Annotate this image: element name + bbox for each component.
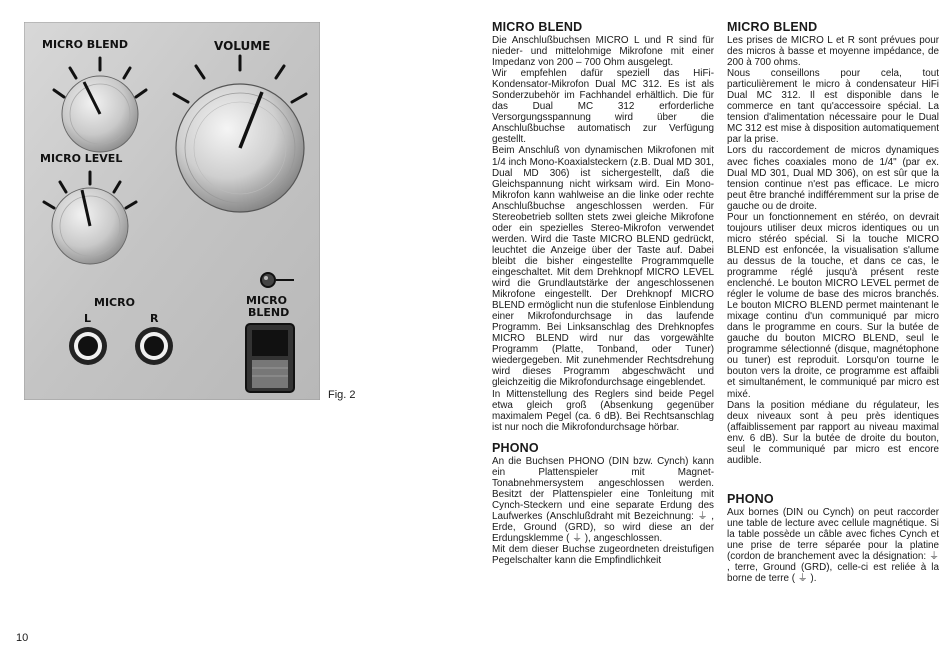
french-micro-heading: MICRO BLEND: [727, 20, 818, 34]
german-micro-paragraph-1: Die Anschlußbuchsen MICRO L und R sind für nieder- und mittelohmige Mikrofone mit einer Impedanz von 200 – 700 Ohm ausgelegt.: [492, 35, 714, 69]
french-column: [727, 20, 939, 584]
german-phono-paragraph-1: An die Buchsen PHONO (DIN bzw. Cynch) kann ein Plattenspieler mit Magnet-Tonabnehmersystem angeschlossen werden. Besitzt der Plattenspieler eine Tonleitung mit Cynch-Steckern und eine separate Erdung des Laufwerkes (Anschlußdraht mit Bezeichnung: ⏚ , Erde, Ground (GRD), so wird diese an der Erdungsklemme ( ⏚ ), angeschlossen.: [492, 455, 714, 545]
german-phono-heading: PHONO: [492, 440, 539, 455]
micro-right-jack[interactable]: [135, 327, 173, 365]
french-micro-paragraph-5: Dans la position médiane du régulateur, les deux niveaux sont à peu près identiques (affaiblissement par rapport au niveau maximal env. 6 dB). Sur la butée de droite du bouton, seul le communiqué par micro est encore audible.: [727, 399, 939, 466]
german-phono-paragraph-2: Mit dem dieser Buchse zugeordneten dreistufigen Pegelschalter kann die Empfindlichkeit: [492, 544, 714, 567]
micro-blend-indicator-icon: [261, 273, 275, 287]
micro-blend-switch[interactable]: [246, 324, 294, 392]
micro-left-label: L: [84, 312, 92, 325]
control-panel-figure: [24, 22, 320, 400]
german-micro-paragraph-2: Wir empfehlen dafür speziell das HiFi-Kondensator-Mikrofon Dual MC 312. Es ist als Sonderzubehör im Fachhandel erhältlich. Die für das Dual MC 312 erforderliche Versorgungsspannung wird über die Anschlußbuchse automatisch zur Verfügung gestellt.: [492, 68, 714, 146]
french-phono-paragraph-1: Aux bornes (DIN ou Cynch) on peut raccorder une table de lecture avec cellule magnétique. Si la table possède un câble avec fiches Cynch et une prise de terre séparée pour la platine (cordon de branchement avec la désignation: ⏚ , terre, Ground (GRD), celle-ci est reliée à la borne de terre ( ⏚ ).: [727, 506, 939, 585]
german-micro-paragraph-3: Beim Anschluß von dynamischen Mikrofonen mit 1/4 inch Mono-Koaxialsteckern (z.B. Dual MD 301, Dual MD 306) ist sichergestellt, daß die Gleichspannung nicht wirksam wird. Ein Mono-Mikrofon kann wahlweise an die linke oder rechte Anschlußbuchse angeschlossen werden. Für Stereobetrieb sollten stets zwei gleiche Mikrofone oder ein spezielles Stereo-Mikrofon verwendet werden. Wird die Taste MICRO BLEND gedrückt, leuchtet die Anzeige über der Taste auf. Dabei bleibt die bisher eingestellte Programmquelle eingeschaltet. Mit dem Drehknopf MICRO LEVEL wird die Grundlautstärke der angeschlossenen Mikrofone eingestellt. Der Drehknopf MICRO BLEND ermöglicht nun die stufenlose Einblendung einer Mikrofondurchsage in das laufende Programm. Bei Linksanschlag des Drehknopfes MICRO BLEND wird nur das vorgewählte Programm (Platte, Tonband, oder Tuner) wiedergegeben. Mit zunehmender Rechtsdrehung wird dieses Programm abgeschwächt und gleichzeitig die Mikrofondurchsage eingeblendet.: [492, 145, 714, 389]
volume-label: VOLUME: [214, 39, 271, 53]
micro-blend-switch-label-line2: BLEND: [248, 306, 290, 319]
french-micro-paragraph-1: Les prises de MICRO L et R sont prévues pour des micros à basse et moyenne impédance, de 200 à 700 ohms.: [727, 35, 939, 69]
micro-label: MICRO: [94, 296, 135, 309]
micro-blend-label: MICRO BLEND: [42, 38, 129, 51]
page-number: 10: [16, 632, 29, 644]
german-micro-heading: MICRO BLEND: [492, 20, 583, 34]
micro-level-label: MICRO LEVEL: [40, 152, 123, 165]
french-phono-heading: PHONO: [727, 491, 774, 506]
german-micro-paragraph-4: In Mittenstellung des Reglers sind beide Pegel etwa gleich groß (Absenkung gegenüber maximalem Pegel (ca. 6 dB). Bei Rechtsanschlag ist nur noch die Mikrofondurchsage hörbar.: [492, 388, 714, 433]
german-column: [492, 20, 714, 566]
figure-caption: Fig. 2: [328, 389, 356, 401]
french-micro-paragraph-4: Pour un fonctionnement en stéréo, on devrait toujours utiliser deux micros identiques ou un micro stéréo spécial. Si la touche MICRO BLEND est enfoncée, la visualisation s'allume au dessus de la touche, et dans ce cas, le programme réglé jusqu'à présent reste enclenché. Le bouton MICRO LEVEL permet de régler le volume de base des micros branchés. Le bouton MICRO BLEND permet maintenant le mixage continu d'un communiqué par micro dans le programme en cours. Sur la butée de gauche du bouton MICRO BLEND, seul le programme sélectionné (disque, magnétophone ou tuner) est reproduit. Lorsqu'on tourne le bouton vers la droite, ce programme est affaibli et simultanément, le communiqué par micro est mixé.: [727, 211, 939, 400]
french-micro-paragraph-2: Nous conseillons pour cela, tout particulièrement le micro à condensateur HiFi Dual MC 312. Il est disponible dans le commerce en tant qu'accessoire spécial. La tension d'alimentation nécessaire pour le Dual MC 312 est mise à disposition automatiquement par la prise.: [727, 68, 939, 146]
micro-left-jack[interactable]: [69, 327, 107, 365]
french-micro-paragraph-3: Lors du raccordement de micros dynamiques avec fiches coaxiales mono de 1/4" (par ex. Dual MD 301, Dual MD 306), on est sûr que la tension continue n'est pas efficace. Le micro peut être branché indifféremment sur la prise de gauche ou de droite.: [727, 145, 939, 212]
micro-blend-switch-label-line1: MICRO: [246, 294, 287, 307]
micro-right-label: R: [150, 312, 159, 325]
